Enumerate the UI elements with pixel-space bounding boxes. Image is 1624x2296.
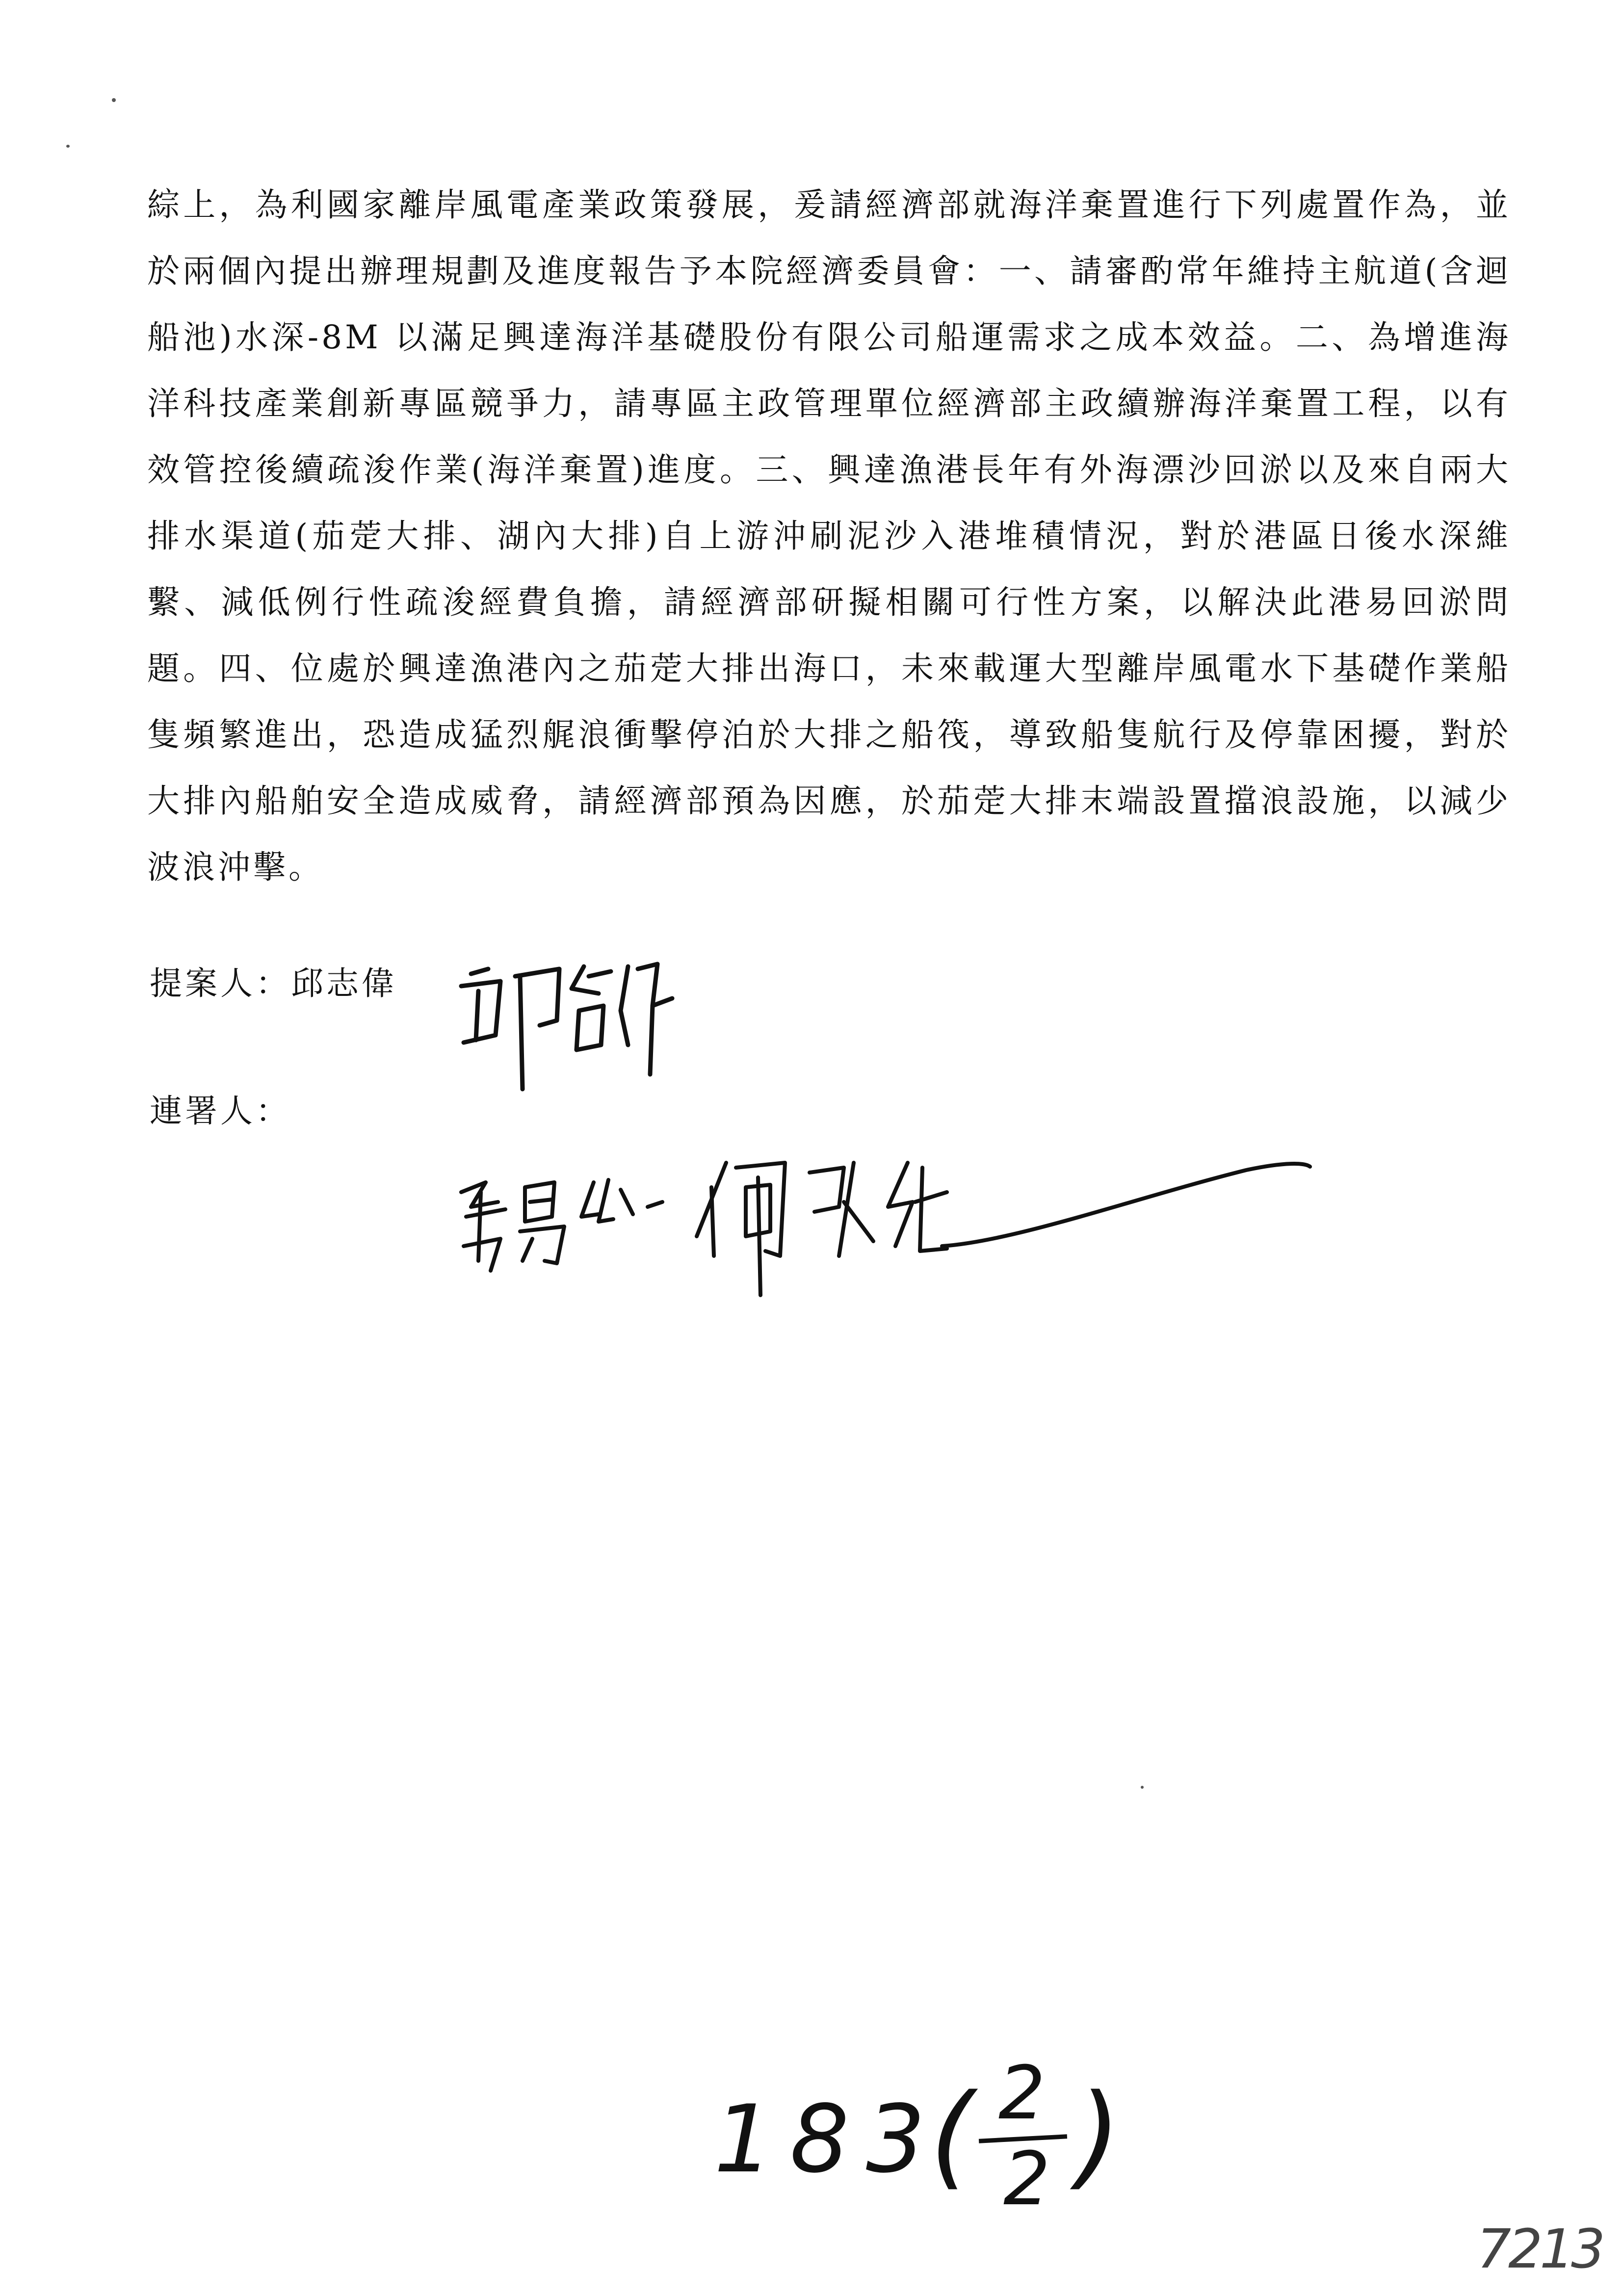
- close-paren-glyph: ): [1077, 2070, 1121, 2201]
- body-paragraph: 綜上，為利國家離岸風電產業政策發展，爰請經濟部就海洋棄置進行下列處置作為，並於兩個內提出辦理規劃及進度報告予本院經濟委員會：一、請審酌常年維持主航道(含迴船池)水深-8M 以滿足興達海洋基礎股份有限公司船運需求之成本效益。二、為增進海洋科技產業創新專區競爭力，請專區主政管理單位經濟部主政續辦海洋棄置工程，以有效管控後續疏浚作業(海洋棄置)進度。三、興達漁港長年有外海漂沙回淤以及來自兩大排水渠道(茄萣大排、湖內大排)自上游沖刷泥沙入港堆積情況，對於港區日後水深維繫、減低例行性疏浚經費負擔，請經濟部研擬相關可行性方案，以解決此港易回淤問題。四、位處於興達漁港內之茄萣大排出海口，未來載運大型離岸風電水下基礎作業船隻頻繁進出，恐造成猛烈艉浪衝擊停泊於大排之船筏，導致船隻航行及停靠困擾，對於大排內船舶安全造成威脅，請經濟部預為因應，於茄萣大排末端設置擋浪設施，以減少波浪沖擊。: [147, 186, 1511, 886]
- scan-speck: [66, 145, 70, 148]
- page-number: 183: [714, 2085, 942, 2193]
- proposer-label: 提案人：邱志偉: [150, 965, 397, 1002]
- fraction-numerator: 2: [998, 2051, 1046, 2136]
- open-paren-glyph: (: [930, 2070, 974, 2201]
- scan-speck: [1141, 1786, 1144, 1789]
- cosigner-label: 連署人：: [150, 1092, 291, 1130]
- cosigner-signatures: [451, 1133, 1364, 1344]
- scan-speck: [112, 98, 116, 102]
- proposer-signature: [442, 947, 697, 1104]
- corner-mark: 7213: [1477, 2218, 1602, 2280]
- footer-page-mark: [714, 2051, 1146, 2227]
- fraction-denominator: 2: [1003, 2137, 1050, 2222]
